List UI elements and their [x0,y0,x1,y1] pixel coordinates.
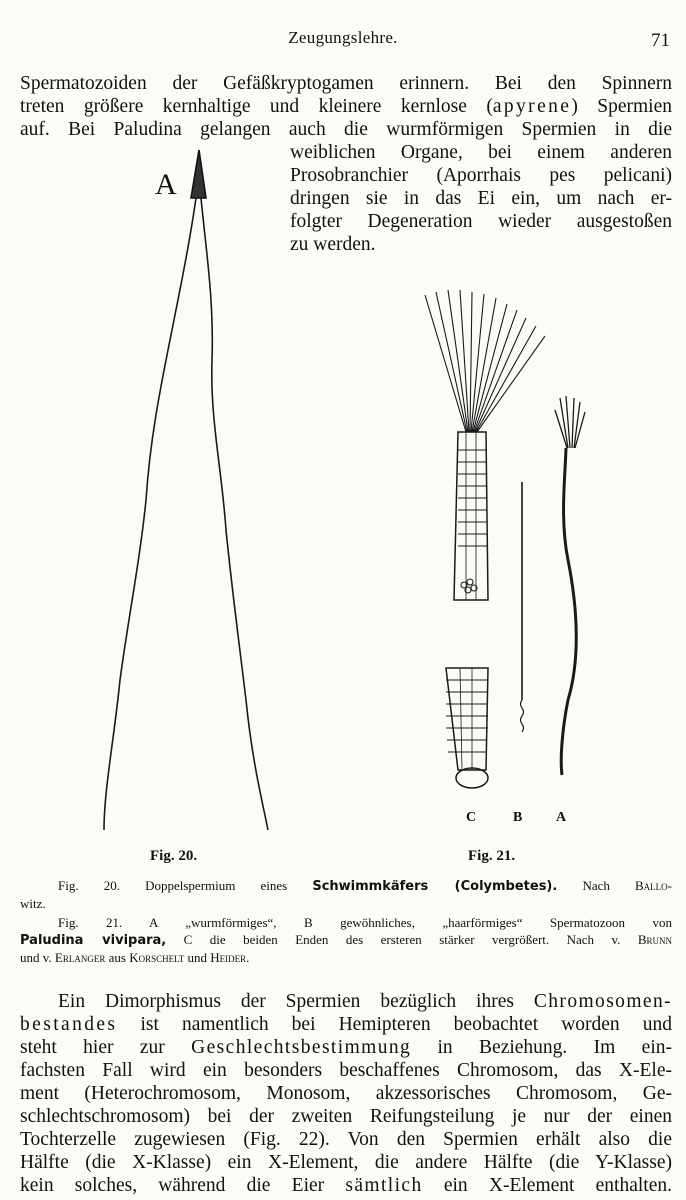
text-line: kein solches, während die Eier sämtlich ein X-Element enthalten. [20,1175,672,1196]
text-line: auf. Bei Paludina gelangen auch die wurmförmigen Spermien in die [20,119,672,140]
text-line: Tochterzelle zugewiesen (Fig. 22). Von den Spermien erhält also die [20,1129,672,1150]
text-line: fachsten Fall wird ein besonders beschaffenes Chromosom, das X-Ele- [20,1060,672,1081]
text-line: dringen sie in das Ei ein, um nach er- [290,188,672,209]
text-line: schlechtschromosom) bei der zweiten Reifungsteilung je nur der einen [20,1106,672,1127]
fig20-double-spermium [104,150,268,830]
text-line: treten größere kernhaltige und kleinere kernlose (apyrene) Spermien [20,96,673,117]
fig21-sperm-c-upper [425,290,545,600]
emphasis-apyrene: apyrene [492,96,572,117]
text-line: ment (Heterochromosom, Monosom, akzessorisches Chromosom, Ge- [20,1083,672,1104]
text-line: Hälfte (die X-Klasse) ein X-Element, die andere Hälfte (die Y-Klasse) [20,1152,672,1173]
text-line: folgter Degeneration wieder ausgestoßen [290,211,672,232]
fig20-letter-a: A [155,168,177,201]
page-number: 71 [651,30,670,51]
fig21-label: Fig. 21. [468,848,516,864]
fig20-label: Fig. 20. [150,848,198,864]
text-line: zu werden. [290,234,376,255]
text-line: steht hier zur Geschlechtsbestimmung in Beziehung. Im ein- [20,1037,672,1058]
caption-fig21: Fig. 21. A „wurmförmiges“, B gewöhnliches, „haarförmiges“ Spermatozoon von Paludina vivipara, C die beiden Enden des ersteren stärker vergrößert. Nach v. Brunn und v. Erlanger aus Korschelt und Heider. [20,915,672,965]
fig21-letter-b: B [513,810,523,825]
fig21-sperm-b [521,482,524,732]
text-line: Spermatozoiden der Gefäßkryptogamen erinnern. Bei den Spinnern [20,73,672,94]
caption-author: Ballo- [635,878,672,893]
fig21-sperm-c-lower [446,668,488,788]
fig21-sperm-a [555,396,585,775]
caption-fig20: Fig. 20. Doppelspermium eines Schwimmkäfers (Colymbetes). Nach Ballo- witz. [20,878,672,911]
text-line: weiblichen Organe, bei einem anderen [290,142,672,163]
running-title: Zeugungslehre. [288,28,398,47]
paragraph-2 [20,990,672,1197]
text-line: bestandes ist namentlich bei Hemipteren beobachtet worden und [20,1014,672,1035]
fig21-letter-a: A [556,810,567,825]
text-line: Prosobranchier (Aporrhais pes pelicani) [290,165,672,186]
fig21-letter-c: C [466,810,477,825]
text-line: Ein Dimorphismus der Spermien bezüglich ihres Chromosomen- [58,991,672,1012]
caption-bold: Paludina vivipara, [20,933,167,948]
caption-bold: Schwimmkäfers (Colymbetes). [312,879,558,894]
